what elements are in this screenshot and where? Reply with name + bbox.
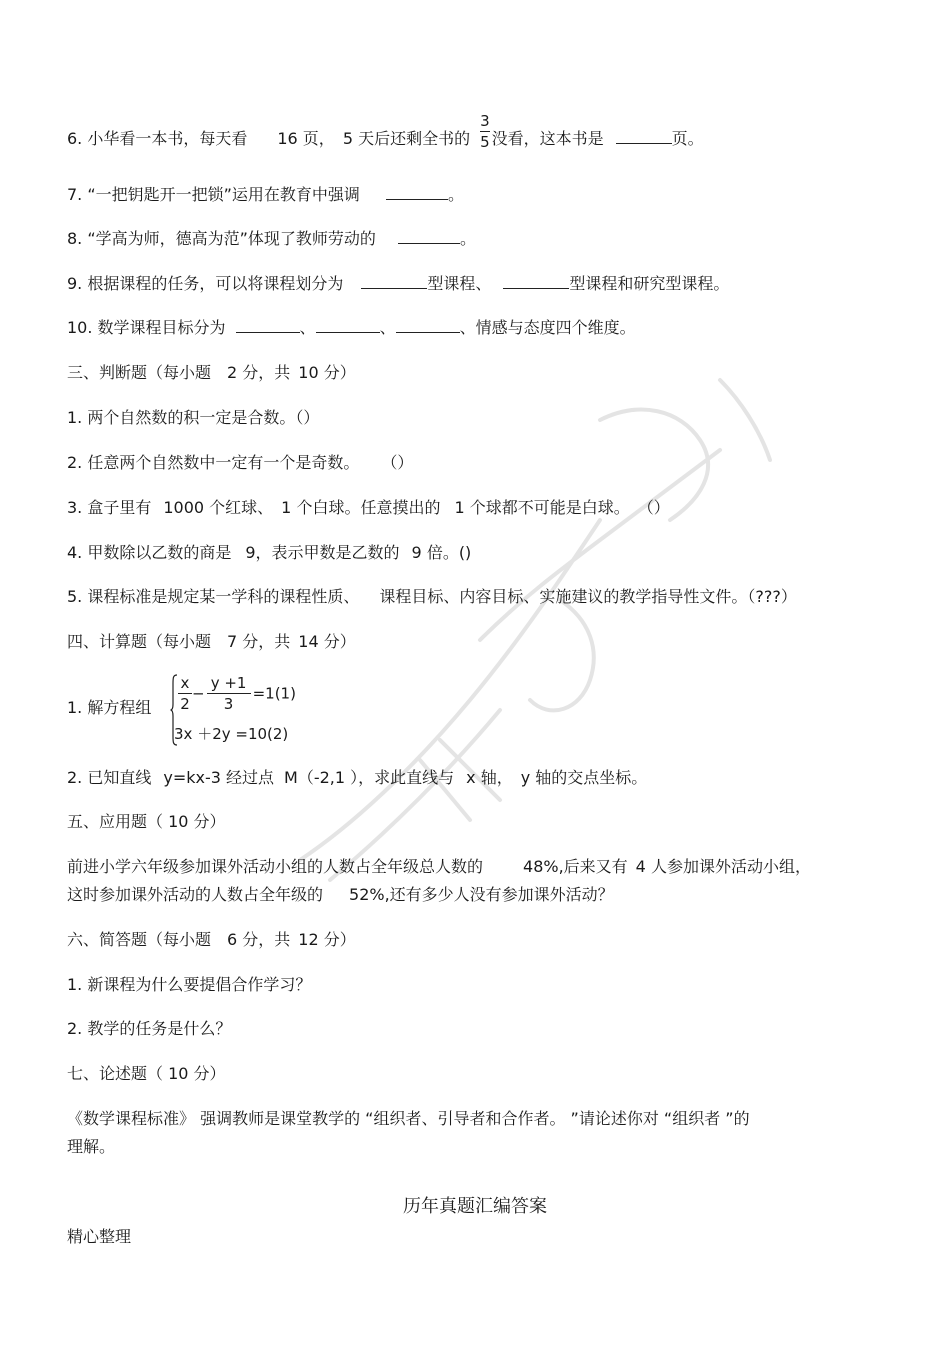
section-4-title: 四、计算题（每小题 (67, 632, 212, 651)
q9-mid: 型课程、 (427, 274, 492, 293)
tf-3-prefix: 3. 盒子里有 (67, 498, 152, 517)
tf-question-4 (67, 543, 471, 563)
question-9 (67, 274, 729, 294)
q9-answer-blank-1[interactable] (361, 274, 427, 289)
fraction-denominator: 5 (480, 133, 490, 151)
q8-prefix: 8. “学高为师，德高为范”体现了教师劳动的 (67, 229, 376, 248)
tf-question-1 (67, 408, 319, 428)
calc-1-label: 1. 解方程组 (67, 698, 152, 717)
tf-5-statement: 课程目标、内容目标、实施建议的教学指导性文件。（???） (379, 587, 797, 606)
section-3-heading (67, 363, 356, 383)
fraction-3-5 (480, 112, 490, 151)
app-text-1a: 前进小学六年级参加课外活动小组的人数占全年级总人数的 (67, 857, 484, 876)
q10-end: 、情感与态度四个维度。 (459, 318, 636, 337)
q9-end: 型课程和研究型课程。 (569, 274, 730, 293)
tf-3-red-balls: 1000 个红球、 (163, 498, 274, 517)
essay-line-2: 理解。 (67, 1137, 116, 1156)
application-line-2 (67, 885, 614, 905)
fraction-denominator: 2 (180, 695, 190, 713)
question-8 (67, 229, 476, 249)
section-4-points: 7 分，共 (227, 632, 291, 651)
question-6 (67, 112, 704, 151)
tf-4-statement: 9 倍。() (411, 543, 472, 562)
section-4-heading (67, 632, 356, 652)
section-6-total: 12 分） (298, 930, 356, 949)
tf-3-statement: 1 个球都不可能是白球。 (454, 498, 630, 517)
calc-question-1-label (67, 698, 151, 718)
q6-pages-per-day: 16 页， (277, 129, 335, 148)
tf-2-paren[interactable]: （） (381, 453, 414, 472)
fraction-numerator: x (180, 674, 190, 692)
calc-2-prefix: 2. 已知直线 (67, 768, 152, 787)
tf-5-prefix: 5. 课程标准是规定某一学科的课程性质、 (67, 587, 360, 606)
q6-answer-blank[interactable] (616, 129, 672, 144)
q9-prefix: 9. 根据课程的任务，可以将课程划分为 (67, 274, 344, 293)
fraction-y-plus-1-over-3 (207, 674, 251, 713)
answers-title: 历年真题汇编答案 (403, 1196, 547, 1217)
section-3-title: 三、判断题（每小题 (67, 363, 212, 382)
q7-end: 。 (447, 185, 464, 204)
tf-4-quotient: 9，表示甲数是乙数的 (245, 543, 400, 562)
fraction-x-over-2 (178, 674, 192, 713)
essay-line-1: 《数学课程标准》 强调教师是课堂教学的 “组织者、引导者和合作者。 ”请论述你对 “组织者 ”的 (67, 1109, 750, 1128)
section-7-heading (67, 1064, 226, 1084)
q10-prefix: 10. 数学课程目标分为 (67, 318, 226, 337)
fraction-bar (207, 693, 251, 694)
section-3-points: 2 分，共 (227, 363, 291, 382)
calc-2-line: y=kx-3 经过点 (163, 768, 275, 787)
section-4-total: 14 分） (298, 632, 356, 651)
app-text-1b: 48%,后来又有 (523, 857, 628, 876)
q8-answer-blank[interactable] (398, 229, 460, 244)
section-5-title: 五、应用题（ 10 分） (67, 812, 226, 831)
app-text-1c: 4 人参加课外活动小组， (635, 857, 811, 876)
q10-sep-2: 、 (379, 318, 396, 337)
tf-question-3 (67, 498, 670, 518)
q9-answer-blank-2[interactable] (503, 274, 569, 289)
fraction-numerator: y +1 (210, 674, 247, 692)
tf-question-2 (67, 453, 413, 473)
q7-answer-blank[interactable] (386, 185, 448, 200)
app-text-2b: 52%,还有多少人没有参加课外活动？ (349, 885, 614, 904)
section-6-heading (67, 930, 356, 950)
section-3-total: 10 分） (298, 363, 356, 382)
fraction-denominator: 3 (223, 695, 234, 713)
q6-end: 页。 (671, 129, 704, 148)
tf-1-text: 1. 两个自然数的积一定是合数。（） (67, 408, 320, 427)
tf-question-5 (67, 587, 797, 607)
equation-system (170, 674, 330, 746)
application-line-1 (67, 857, 811, 877)
short-question-2: 2. 教学的任务是什么？ (67, 1019, 232, 1038)
tf-2-text: 2. 任意两个自然数中一定有一个是奇数。 (67, 453, 360, 472)
q7-prefix: 7. “一把钥匙开一把锁”运用在教育中强调 (67, 185, 360, 204)
fraction-bar (480, 131, 490, 132)
q6-days: 5 天后还剩全书的 (342, 129, 471, 148)
section-5-heading (67, 812, 226, 832)
question-10 (67, 318, 636, 338)
equation-2: 3x ＋2y =10(2) (174, 725, 289, 743)
fraction-numerator: 3 (480, 112, 490, 130)
footer-text: 精心整理 (67, 1227, 132, 1246)
section-6-points: 6 分，共 (227, 930, 291, 949)
app-text-2a: 这时参加课外活动的人数占全年级的 (67, 885, 324, 904)
equation-1-rhs: =1(1) (252, 684, 296, 703)
question-7 (67, 185, 464, 205)
q10-sep-1: 、 (299, 318, 316, 337)
equation-1 (178, 674, 296, 713)
calc-2-point: M（-2,1 ），求此直线与 (284, 768, 455, 787)
calc-2-y-axis: y 轴的交点坐标。 (520, 768, 648, 787)
q6-prefix: 6. 小华看一本书，每天看 (67, 129, 248, 148)
q10-answer-blank-3[interactable] (396, 318, 460, 333)
short-question-1: 1. 新课程为什么要提倡合作学习？ (67, 975, 312, 994)
tf-3-white-ball: 1 个白球。任意摸出的 (281, 498, 441, 517)
q6-post: 没看，这本书是 (491, 129, 604, 148)
calc-question-2 (67, 768, 647, 788)
calc-2-x-axis: x 轴， (466, 768, 513, 787)
section-6-title: 六、简答题（每小题 (67, 930, 212, 949)
q10-answer-blank-1[interactable] (236, 318, 300, 333)
fraction-bar (178, 693, 192, 694)
section-7-title: 七、论述题（ 10 分） (67, 1064, 226, 1083)
q10-answer-blank-2[interactable] (316, 318, 380, 333)
tf-4-prefix: 4. 甲数除以乙数的商是 (67, 543, 232, 562)
q8-end: 。 (459, 229, 476, 248)
tf-3-paren[interactable]: （） (637, 498, 670, 517)
minus-sign: − (192, 684, 205, 703)
